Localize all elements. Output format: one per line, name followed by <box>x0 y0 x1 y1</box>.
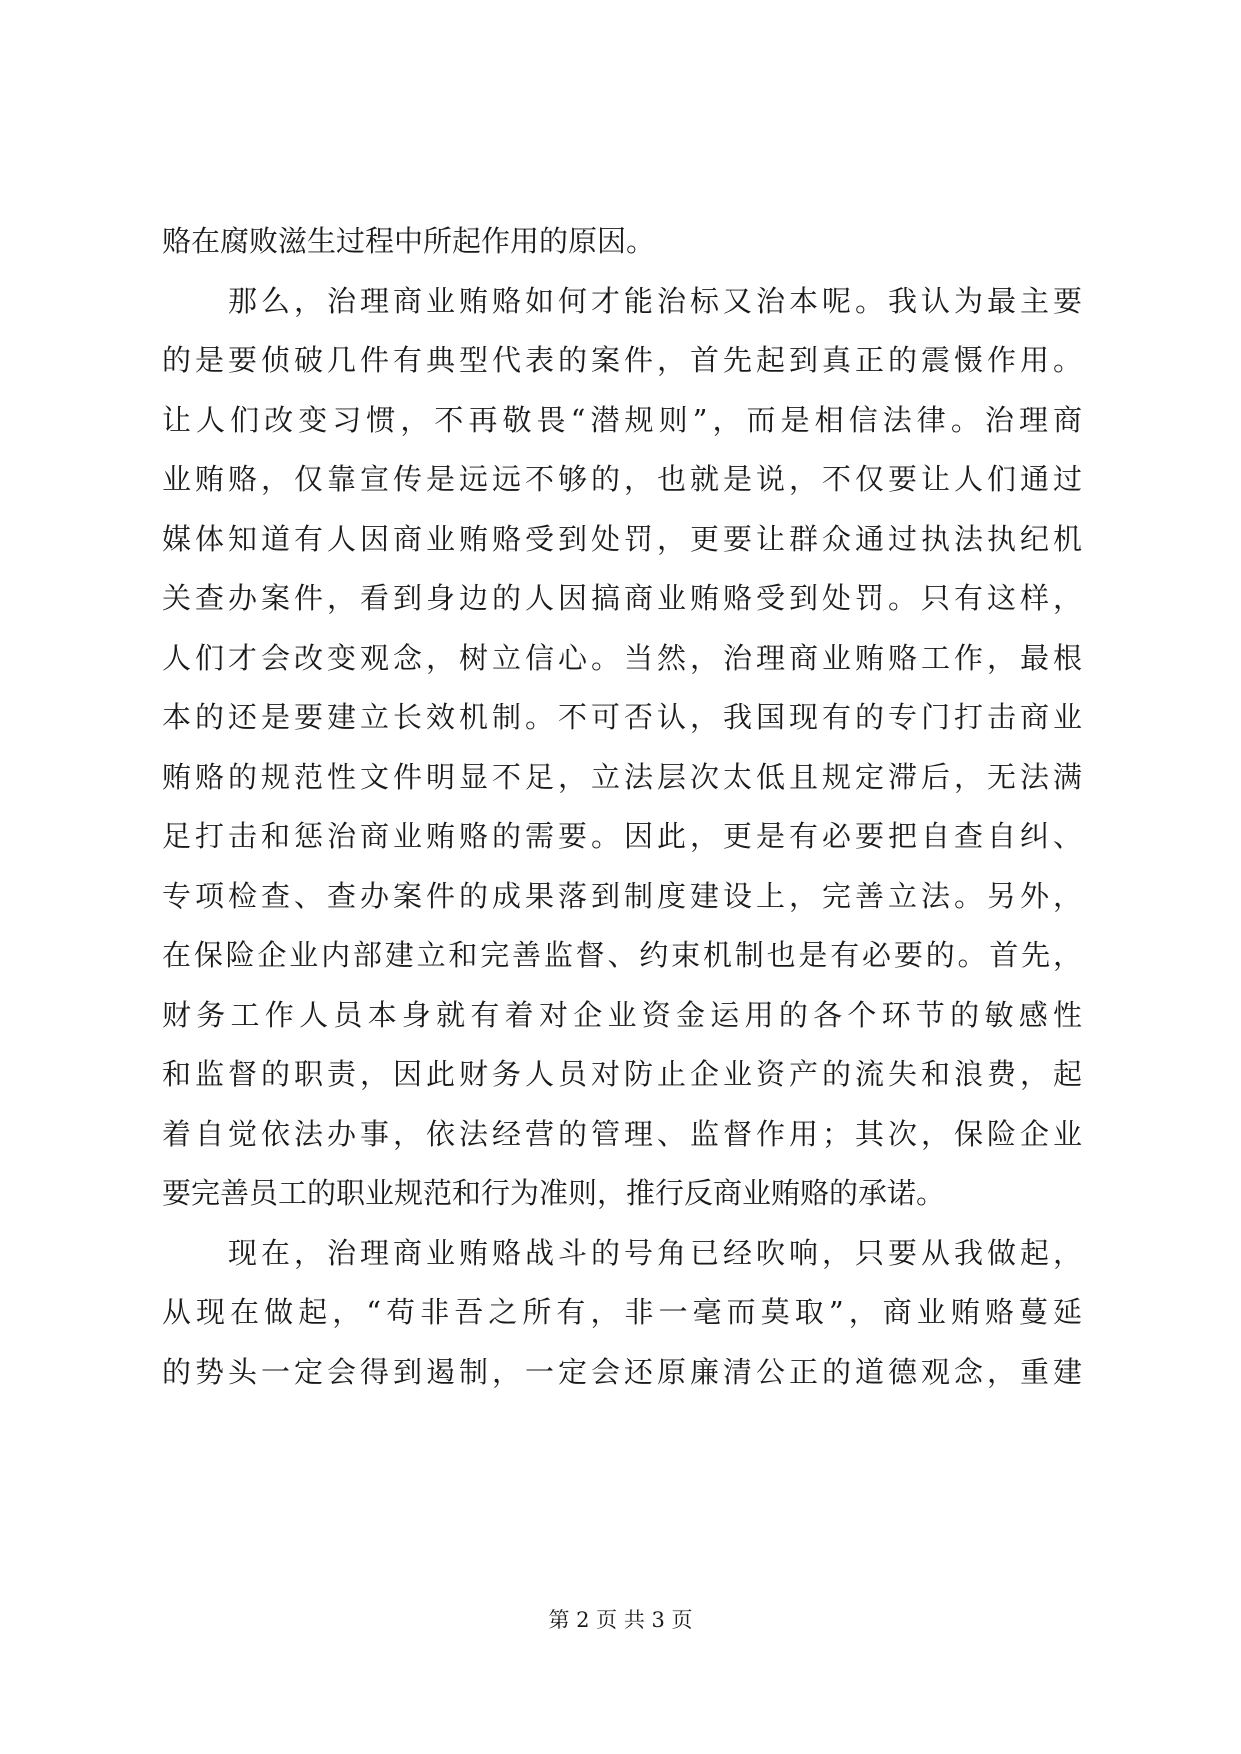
text-line: 的势头一定会得到遏制，一定会还原廉清公正的道德观念，重建 <box>162 1354 1082 1389</box>
text-line: 的是要侦破几件有典型代表的案件，首先起到真正的震慑作用。 <box>162 343 1082 377</box>
body-text <box>162 212 1082 1402</box>
page-footer: 第 2 页 共 3 页 <box>548 1608 693 1632</box>
text-line: 赂在腐败滋生过程中所起作用的原因。 <box>162 224 656 258</box>
text-line: 财务工作人员本身就有着对企业资金运用的各个环节的敏感性 <box>162 997 1082 1032</box>
text-line: 足打击和惩治商业贿赂的需要。因此，更是有必要把自查自纠、 <box>162 819 1082 853</box>
text-line: 在保险企业内部建立和完善监督、约束机制也是有必要的。首先， <box>162 938 1082 972</box>
text-line: 业贿赂，仅靠宣传是远远不够的，也就是说，不仅要让人们通过 <box>162 462 1082 496</box>
text-line: 媒体知道有人因商业贿赂受到处罚，更要让群众通过执法执纪机 <box>162 521 1082 556</box>
text-line: 专项检查、查办案件的成果落到制度建设上，完善立法。另外， <box>162 878 1082 913</box>
text-line: 那么，治理商业贿赂如何才能治标又治本呢。我认为最主要 <box>162 283 1082 318</box>
text-line: 现在，治理商业贿赂战斗的号角已经吹响，只要从我做起， <box>162 1235 1082 1270</box>
text-line: 和监督的职责，因此财务人员对防止企业资产的流失和浪费，起 <box>162 1057 1082 1091</box>
text-line: 要完善员工的职业规范和行为准则，推行反商业贿赂的承诺。 <box>162 1176 946 1210</box>
text-line: 关查办案件，看到身边的人因搞商业贿赂受到处罚。只有这样， <box>162 581 1082 615</box>
text-line: 人们才会改变观念，树立信心。当然，治理商业贿赂工作，最根 <box>162 640 1082 675</box>
text-line: 本的还是要建立长效机制。不可否认，我国现有的专门打击商业 <box>162 700 1082 734</box>
text-line: 让人们改变习惯，不再敬畏“潜规则”，而是相信法律。治理商 <box>162 402 1082 437</box>
text-line: 从现在做起，“苟非吾之所有，非一毫而莫取”，商业贿赂蔓延 <box>162 1295 1082 1329</box>
text-line: 贿赂的规范性文件明显不足，立法层次太低且规定滞后，无法满 <box>162 759 1082 794</box>
text-line: 着自觉依法办事，依法经营的管理、监督作用；其次，保险企业 <box>162 1116 1082 1151</box>
